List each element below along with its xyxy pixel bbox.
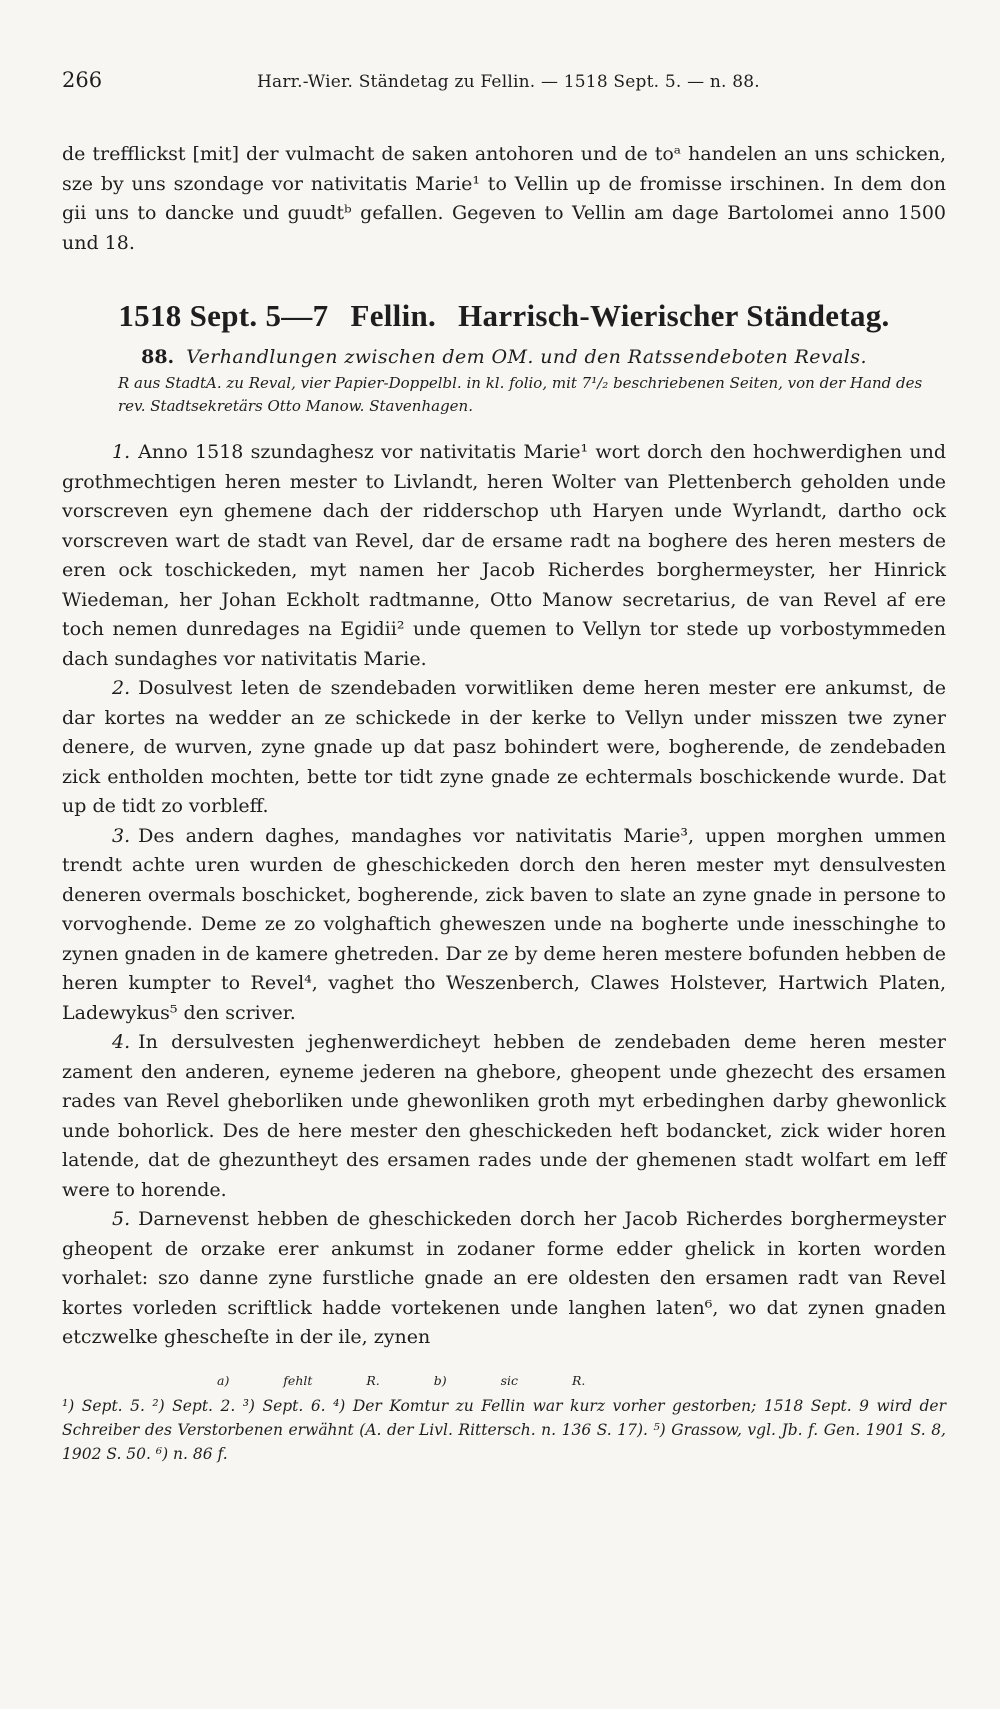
paragraph-text: In dersulvesten jeghenwerdicheyt hebben de zendebaden deme heren mester zament den anderen, eyneme jederen na ghebore, gheopent unde ghezecht des ersamen rades van Revel gheborliken unde ghewonliken groth myt erbedinghen darby ghewonlick unde bohorlick. Des de here mester den gheschickeden heft bodancket, zick wider horen latende, dat de ghezuntheyt des ersamen rades unde der ghemenen stadt wolfart em leff were to horende. (62, 1031, 946, 1201)
paragraph-number: 2. (112, 677, 131, 699)
paragraph-4 (62, 1028, 946, 1205)
heading-place: Fellin. (350, 298, 437, 333)
heading-title: Harrisch-Wierischer Ständetag. (458, 298, 890, 333)
running-head (62, 68, 946, 96)
paragraph-text: Anno 1518 szundaghesz vor nativitatis Marie¹ wort dorch den hochwerdighen und grothmechtigen heren mester to Livlandt, heren Wolter van Plettenberch geholden unde vorscreven eyn ghemene dach der ridderschop uth Haryen unde Wyrlandt, dartho ock vorscreven wart de stadt van Revel, dar de ersame radt na boghere des heren mesters de eren ock toschickeden, myt namen her Jacob Richerdes borghermeyster, her Hinrick Wiedeman, her Johan Eckholt radtmanne, Otto Manow secretarius, de van Revel af ere toch nemen dunredages na Egidii² unde quemen to Vellyn tor stede up vorbostymmeden dach sundaghes vor nativitatis Marie. (62, 441, 946, 670)
paragraph-number: 5. (112, 1208, 131, 1230)
paragraph-5 (62, 1205, 946, 1353)
source-note: R aus StadtA. zu Reval, vier Papier-Doppelbl. in kl. folio, mit 7¹/₂ beschriebenen Seiten, von der Hand des rev. Stadtsekretärs Otto Manow. Stavenhagen. (118, 374, 923, 415)
textual-notes: a) fehlt R. b) sic R. (217, 1372, 586, 1388)
regest (62, 346, 946, 368)
page-number: 266 (62, 68, 103, 92)
paragraph-3 (62, 822, 946, 1029)
paragraph-text: Dosulvest leten de szendebaden vorwitliken deme heren mester ere ankumst, de dar kortes na wedder an ze schickede in der kerke to Vellyn under misszen twe zyner denere, de wurven, zyne gnade up dat pasz bohindert were, bogherende, de zendebaden zick entholden mochten, bette tor tidt zyne gnade ze echtermals boschickende wurde. Dat up de tidt zo vorbleff. (62, 677, 946, 817)
document-number: 88. (141, 346, 175, 368)
heading-date: 1518 Sept. 5—7 (118, 298, 329, 333)
paragraph-1 (62, 438, 946, 674)
intro-paragraph: de trefflickst [mit] der vulmacht de saken antohoren und de toᵃ handelen an uns schicken, sze by uns szondage vor nativitatis Marie¹ to Vellin up de fromisse irschinen. In dem don gii uns to dancke und guudtᵇ gefallen. Gegeven to Vellin am dage Bartolomei anno 1500 und 18. (62, 143, 946, 254)
footnotes: ¹) Sept. 5. ²) Sept. 2. ³) Sept. 6. ⁴) Der Komtur zu Fellin war kurz vorher gestorben; 1518 Sept. 9 wird der Schreiber des Verstorbenen erwähnt (A. der Livl. Rittersch. n. 136 S. 17). ⁵) Grassow, vgl. Jb. f. Gen. 1901 S. 8, 1902 S. 50. ⁶) n. 86 f. (62, 1396, 946, 1463)
page (62, 68, 946, 1466)
paragraph-text: Darnevenst hebben de gheschickeden dorch her Jacob Richerdes borghermeyster gheopent de orzake erer ankumst in zodaner forme edder ghelick in korten worden vorhalet: szo danne zyne furstliche gnade an ere oldesten den ersamen radt van Revel kortes vorleden scriftlick hadde vortekenen unde langhen laten⁶, wo dat zynen gnaden etczwelke ghescheſte in der ile, zynen (62, 1208, 946, 1348)
paragraph-number: 4. (112, 1031, 131, 1053)
document-heading (62, 298, 946, 334)
running-title: Harr.-Wier. Ständetag zu Fellin. — 1518 Sept. 5. — n. 88. (257, 72, 760, 92)
paragraph-2 (62, 674, 946, 822)
regest-text: Verhandlungen zwischen dem OM. und den Ratssendeboten Revals. (186, 346, 867, 368)
paragraph-number: 1. (112, 441, 131, 463)
paragraph-number: 3. (112, 824, 131, 847)
paragraph-text: Des andern daghes, mandaghes vor nativitatis Marie³, uppen morghen ummen trendt achte uren wurden de gheschickeden dorch den heren mester myt densulvesten deneren overmals boschicket, bogherende, zick baven to slate an zyne gnade in persone to vorvoghende. Deme ze zo volghaftich gheweszen unde na bogherte unde inesschinghe to zynen gnaden in de kamere ghetreden. Dar ze by deme heren mestere bofunden hebben de heren kumpter to Revel⁴, vaghet tho Weszenberch, Clawes Holstever, Hartwich Platen, Ladewykus⁵ den scriver. (62, 824, 946, 1024)
